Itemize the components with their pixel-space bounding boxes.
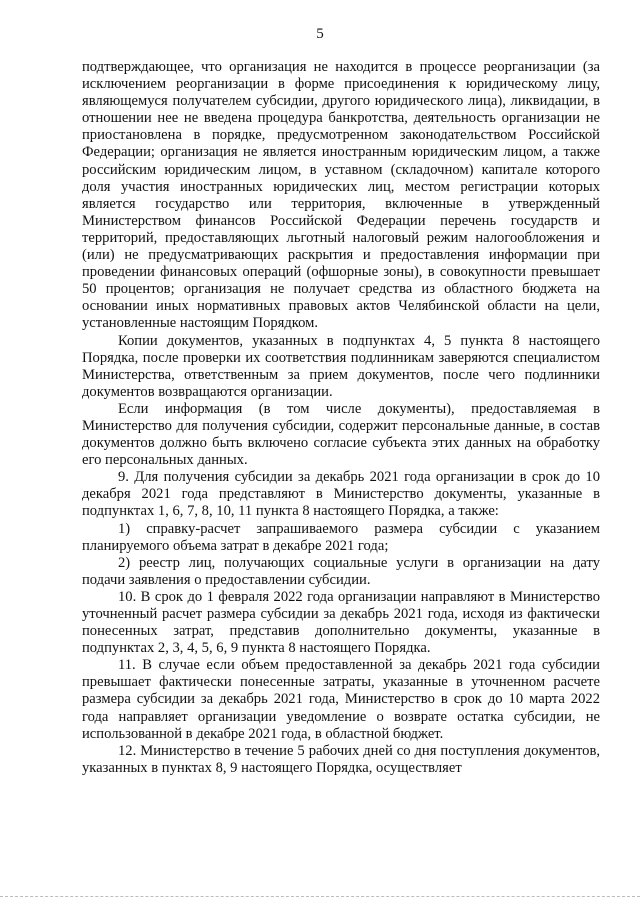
paragraph-personal-data: Если информация (в том числе документы), предоставляемая в Министерство для получения субсидии, содержит персональные данные, в состав документов должно быть включено согласие субъекта этих данных на обработку его персональных данных. [82,400,600,469]
paragraph-item-12: 12. Министерство в течение 5 рабочих дней со дня поступления документов, указанных в пунктах 8, 9 настоящего Порядка, осуществляет [82,742,600,776]
paragraph-item-9: 9. Для получения субсидии за декабрь 2021 года организации в срок до 10 декабря 2021 года представляют в Министерство документы, указанные в подпунктах 1, 6, 7, 8, 10, 11 пункта 8 настоящего Порядка, а также: [82,469,600,520]
paragraph-continuation: подтверждающее, что организация не находится в процессе реорганизации (за исключением реорганизации в форме присоединения к юридическому лицу, являющемуся получателем субсидии, другого юридического лица), ликвидации, в отношении нее не введена процедура банкротства, деятельность организации не приостановлена в порядке, предусмотренном законодательством Российской Федерации; организация не является иностранным юридическим лицом, а также российским юридическим лицом, в уставном (складочном) капитале которого доля участия иностранных юридических лиц, местом регистрации которых является государство или территория, включенные в утвержденный Министерством финансов Российской Федерации перечень государств и территорий, предоставляющих льготный налоговый режим налогообложения и (или) не предусматривающих раскрытия и предоставления информации при проведении финансовых операций (офшорные зоны), в совокупности превышает 50 процентов; организация не получает средства из областного бюджета на основании иных нормативных правовых актов Челябинской области на цели, установленные настоящим Порядком. [82,59,600,332]
paragraph-item-9-1: 1) справку-расчет запрашиваемого размера субсидии с указанием планируемого объема затрат в декабре 2021 года; [82,520,600,554]
page-bottom-divider [0,896,640,897]
paragraph-document-copies: Копии документов, указанных в подпунктах 4, 5 пункта 8 настоящего Порядка, после проверки их соответствия подлинникам заверяются специалистом Министерства, ответственным за прием документов, после чего подлинники документов возвращаются организации. [82,332,600,400]
paragraph-item-10: 10. В срок до 1 февраля 2022 года организации направляют в Министерство уточненный расчет размера субсидии за декабрь 2021 года, исходя из фактически понесенных затрат, представив дополнительно документы, указанные в подпунктах 2, 3, 4, 5, 6, 9 пункта 8 настоящего Порядка. [82,588,600,657]
paragraph-item-9-2: 2) реестр лиц, получающих социальные услуги в организации на дату подачи заявления о предоставлении субсидии. [82,554,600,588]
paragraph-item-11: 11. В случае если объем предоставленной за декабрь 2021 года субсидии превышает фактически понесенные затраты, указанные в уточненном расчете размера субсидии за декабрь 2021 года, Министерство в срок до 10 марта 2022 года направляет организации уведомление о возврате остатка субсидии, не использованной в декабре 2021 года, в областной бюджет. [82,657,600,742]
document-body [82,59,600,777]
page-number: 5 [316,26,324,42]
